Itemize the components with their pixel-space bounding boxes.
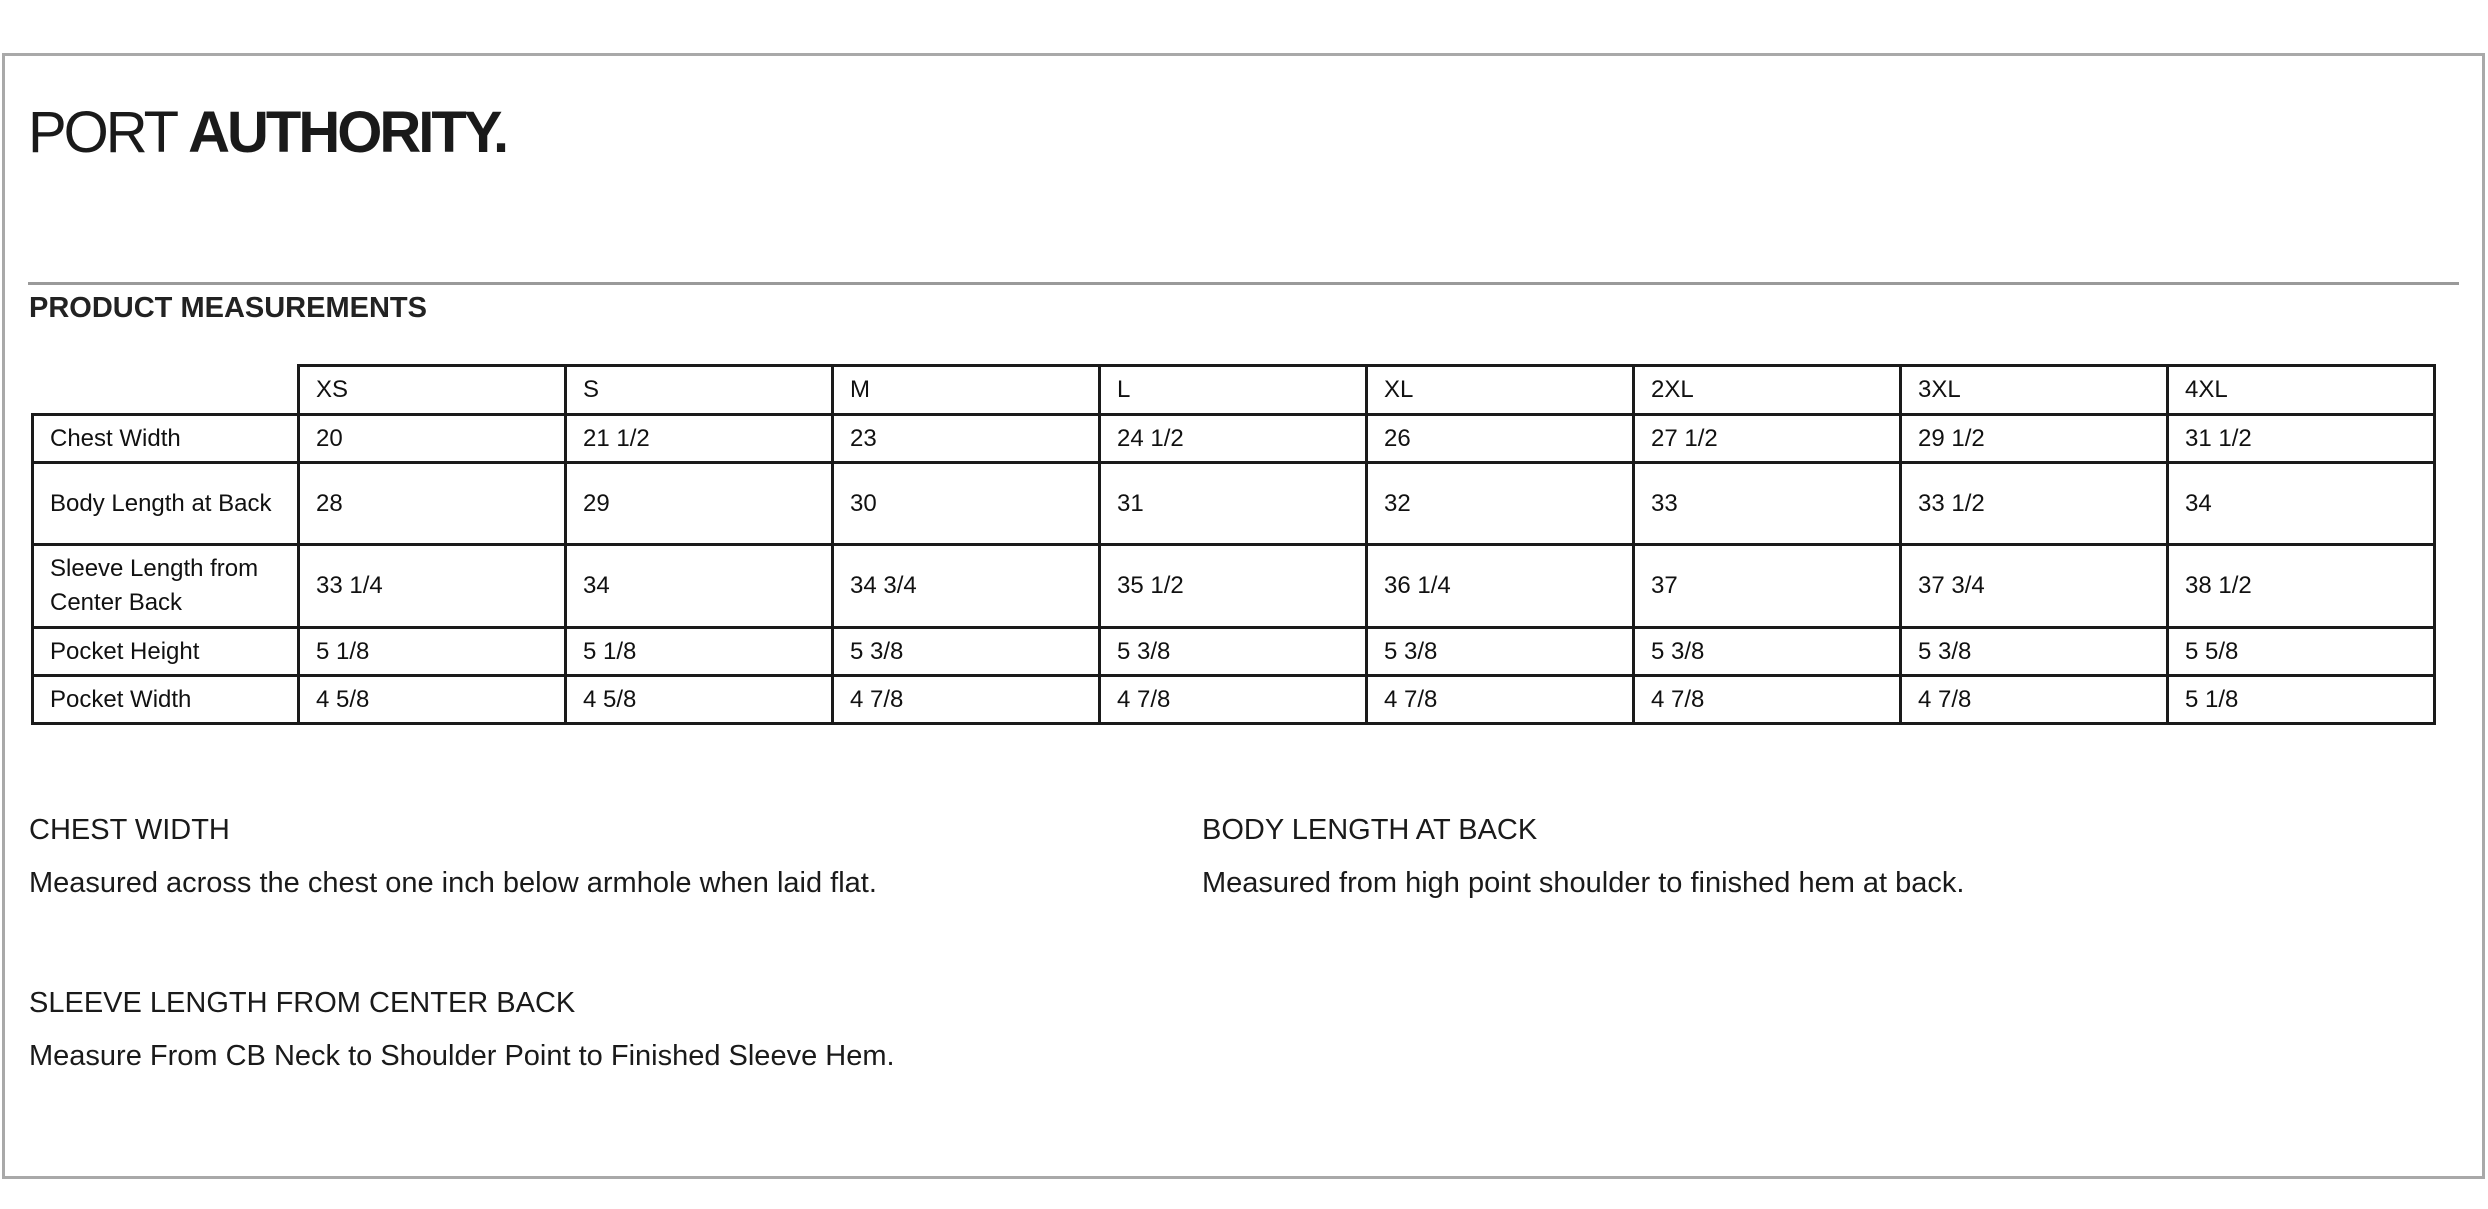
- brand-logo-part2: AUTHORITY.: [188, 100, 507, 165]
- table-cell: 5 3/8: [833, 628, 1100, 676]
- table-row-pocket-width: [33, 676, 2435, 724]
- table-cell: 5 3/8: [1901, 628, 2168, 676]
- header-divider: [28, 282, 2459, 285]
- chest-width-heading: CHEST WIDTH: [29, 814, 230, 846]
- sleeve-length-heading: SLEEVE LENGTH FROM CENTER BACK: [29, 987, 576, 1019]
- table-cell: 31: [1100, 463, 1367, 545]
- table-cell: 35 1/2: [1100, 545, 1367, 628]
- table-cell: 20: [299, 415, 566, 463]
- table-cell: 38 1/2: [2168, 545, 2435, 628]
- table-cell: 4 5/8: [566, 676, 833, 724]
- table-cell: 37: [1634, 545, 1901, 628]
- table-cell: 5 3/8: [1634, 628, 1901, 676]
- table-cell: 5 1/8: [2168, 676, 2435, 724]
- size-header-xl: XL: [1367, 366, 1634, 415]
- table-cell: 21 1/2: [566, 415, 833, 463]
- size-header-s: S: [566, 366, 833, 415]
- table-cell: 5 5/8: [2168, 628, 2435, 676]
- table-cell: 29 1/2: [1901, 415, 2168, 463]
- table-cell: 5 1/8: [299, 628, 566, 676]
- table-cell: 23: [833, 415, 1100, 463]
- table-cell: 4 5/8: [299, 676, 566, 724]
- table-cell: 4 7/8: [1367, 676, 1634, 724]
- body-length-description: Measured from high point shoulder to finished hem at back.: [1202, 867, 1965, 899]
- table-cell: 37 3/4: [1901, 545, 2168, 628]
- table-cell: 34: [566, 545, 833, 628]
- table-cell: 27 1/2: [1634, 415, 1901, 463]
- sleeve-length-description: Measure From CB Neck to Shoulder Point to Finished Sleeve Hem.: [29, 1040, 895, 1072]
- size-header-l: L: [1100, 366, 1367, 415]
- table-cell: 34 3/4: [833, 545, 1100, 628]
- section-title: PRODUCT MEASUREMENTS: [29, 292, 427, 324]
- row-label: Pocket Width: [33, 676, 299, 724]
- table-cell: 4 7/8: [1100, 676, 1367, 724]
- table-cell: 33: [1634, 463, 1901, 545]
- table-cell: 5 3/8: [1100, 628, 1367, 676]
- size-header-3xl: 3XL: [1901, 366, 2168, 415]
- size-header-m: M: [833, 366, 1100, 415]
- brand-logo: [28, 100, 507, 165]
- table-cell: 4 7/8: [1901, 676, 2168, 724]
- table-cell: 28: [299, 463, 566, 545]
- table-row-sleeve-length: [33, 545, 2435, 628]
- row-label: Pocket Height: [33, 628, 299, 676]
- table-cell: 4 7/8: [833, 676, 1100, 724]
- table-cell: 24 1/2: [1100, 415, 1367, 463]
- measurements-table: [31, 364, 2436, 725]
- table-cell: 5 1/8: [566, 628, 833, 676]
- table-cell: 34: [2168, 463, 2435, 545]
- table-header-row: [33, 366, 2435, 415]
- table-corner-cell: [33, 366, 299, 415]
- size-header-xs: XS: [299, 366, 566, 415]
- table-cell: 4 7/8: [1634, 676, 1901, 724]
- size-header-4xl: 4XL: [2168, 366, 2435, 415]
- table-cell: 26: [1367, 415, 1634, 463]
- row-label: Sleeve Length from Center Back: [33, 545, 299, 628]
- table-cell: 5 3/8: [1367, 628, 1634, 676]
- brand-logo-part1: PORT: [28, 100, 189, 165]
- table-row-body-length: [33, 463, 2435, 545]
- row-label: Chest Width: [33, 415, 299, 463]
- table-cell: 33 1/2: [1901, 463, 2168, 545]
- table-cell: 32: [1367, 463, 1634, 545]
- size-header-2xl: 2XL: [1634, 366, 1901, 415]
- table-cell: 33 1/4: [299, 545, 566, 628]
- table-cell: 29: [566, 463, 833, 545]
- table-cell: 36 1/4: [1367, 545, 1634, 628]
- chest-width-description: Measured across the chest one inch below armhole when laid flat.: [29, 867, 877, 899]
- row-label: Body Length at Back: [33, 463, 299, 545]
- table-row-chest-width: [33, 415, 2435, 463]
- body-length-heading: BODY LENGTH AT BACK: [1202, 814, 1538, 846]
- table-cell: 30: [833, 463, 1100, 545]
- table-cell: 31 1/2: [2168, 415, 2435, 463]
- table-row-pocket-height: [33, 628, 2435, 676]
